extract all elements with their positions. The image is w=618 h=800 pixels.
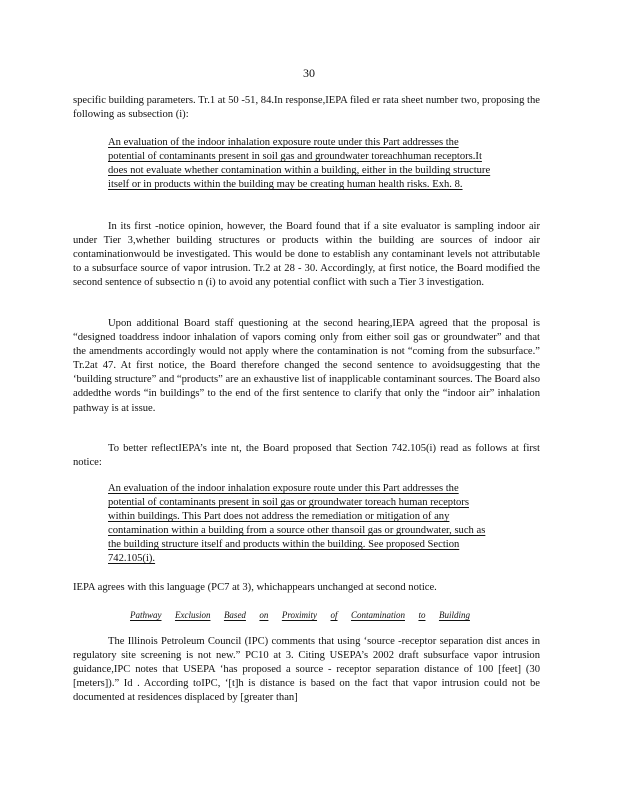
block-quote-proposed-text: An evaluation of the indoor inhalation exposure route under this Part addresses the potential of contaminants present in soil gas or groundwater toreach human receptors within buildings. This Part does not address the remediation or mitigation of any contamination within a building from a source other thansoil gas or groundwater, such as the building structure itself and products within the building. See proposed Section 742.105(i). (108, 483, 486, 565)
section-heading (130, 610, 470, 620)
heading-word: Based (223, 610, 246, 620)
paragraph-first-notice-opinion: In its first -notice opinion, however, the Board found that if a site evaluator is sampling indoor air under Tier 3,whether building structures or products within the building are sources of indoor air contaminationwould be investigated. This would be done to establish any contaminant levels not attributable to a subsurface source of vapor intrusion. Tr.2 at 28 - 30. Accordingly, at first notice, the Board modified the second sentence of subsectio n (i) to avoid any potential conflict with such a Tier 3 investigation. (73, 221, 540, 289)
heading-word: on (259, 610, 269, 620)
heading-word: of (330, 610, 338, 620)
heading-word: Building (438, 610, 470, 620)
paragraph-intro: specific building parameters. Tr.1 at 50 -51, 84.In response,IEPA filed er rata sheet number two, proposing the following as subsection (i): (73, 95, 540, 121)
block-quote-errata: An evaluation of the indoor inhalation exposure route under this Part addresses the potential of contaminants present in soil gas and groundwater toreachhuman receptors.It does not evaluate whether contamination within a building, either in the building structure itself or in products within the building may be creating human health risks. Exh. 8. (108, 137, 491, 191)
page-number: 30 (303, 66, 315, 80)
paragraph-proposed-section: To better reflectIEPA’s inte nt, the Board proposed that Section 742.105(i) read as follows at first notice: (73, 443, 540, 469)
paragraph-ipc-comments: The Illinois Petroleum Council (IPC) comments that using ‘source -receptor separation dist ances in regulatory site screening is not new.” PC10 at 3. Citing USEPA’s 2002 draft subsurface vapor intrusion guidance,IPC notes that USEPA ‘has proposed a source - receptor separation distance of 100 [feet] (30 [meters]).” Id . According toIPC, ‘[t]h is distance is based on the fact that vapor intrusion could not be documented at residences displaced by [greater than] (73, 636, 540, 704)
paragraph-iepa-agrees: IEPA agrees with this language (PC7 at 3), whichappears unchanged at second notice. (73, 582, 437, 593)
heading-word: Exclusion (174, 610, 211, 620)
heading-word: Proximity (281, 610, 318, 620)
heading-word: Pathway (130, 610, 162, 620)
heading-word: Contamination (350, 610, 405, 620)
heading-word: to (418, 610, 426, 620)
paragraph-second-hearing: Upon additional Board staff questioning at the second hearing,IEPA agreed that the proposal is “designed toaddress indoor inhalation of vapors coming only from either soil gas or groundwater” and that the amendments accordingly would not apply where the contamination is not “coming from the subsurface.” Tr.2at 47. At first notice, the Board therefore changed the second sentence to avoidsuggesting that the ‘building structure” and “products” are an exhaustive list of inapplicable contaminant sources. The Board also addedthe words “in buildings” to the end of the first sentence to clarify that only the “indoor air” inhalation pathway is at issue. (73, 318, 540, 414)
